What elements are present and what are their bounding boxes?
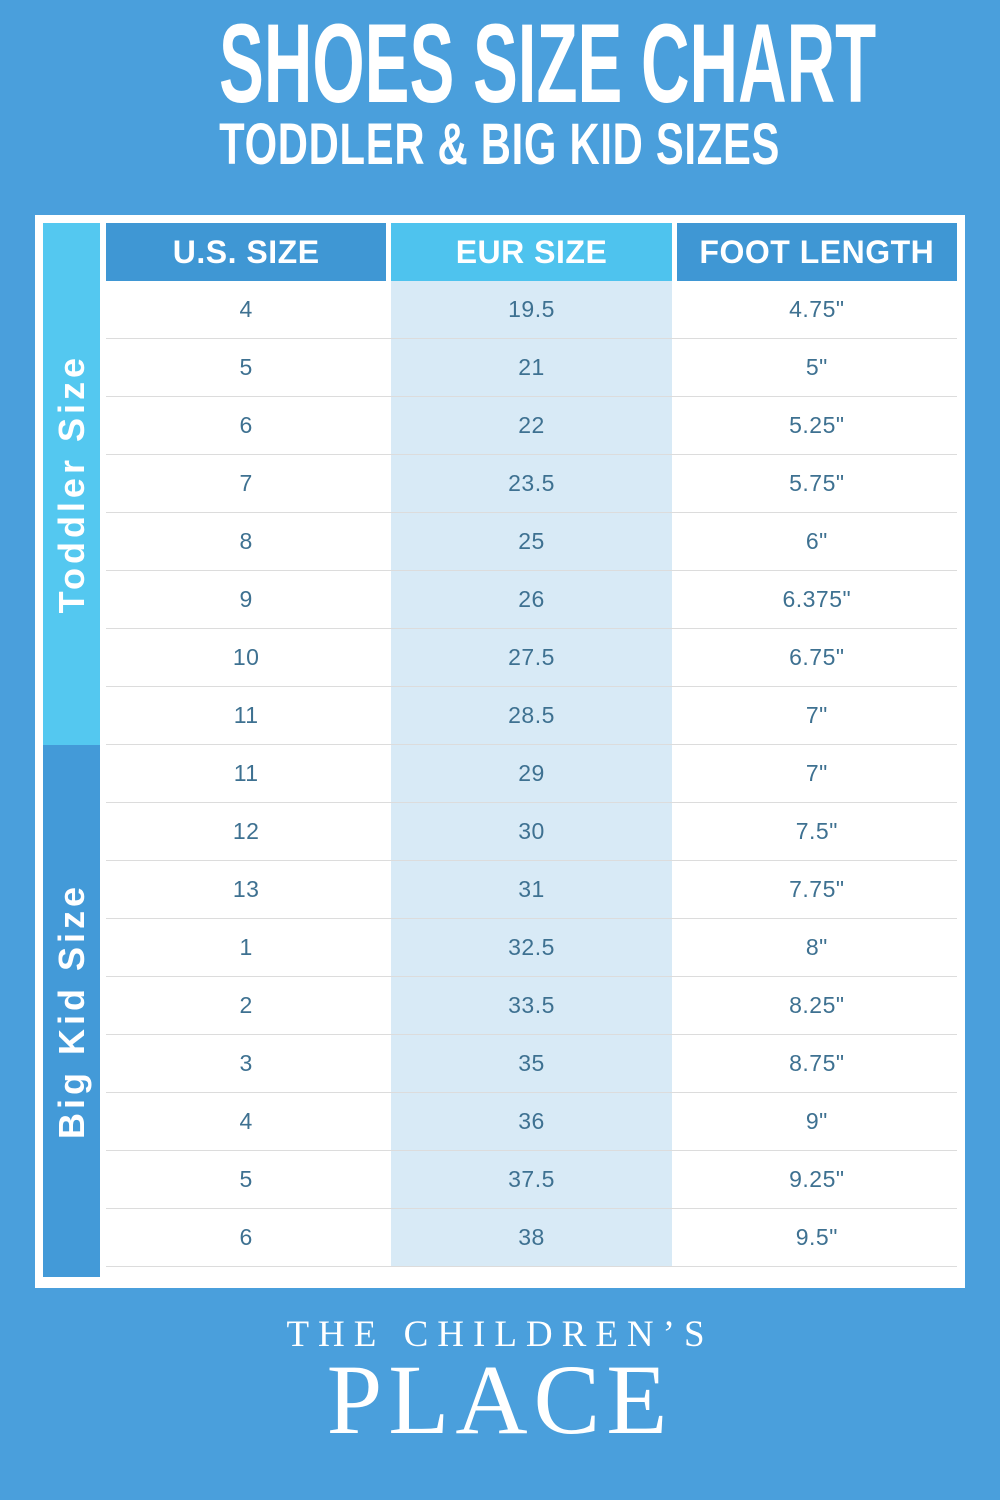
cell-foot-length: 9" [805,1108,828,1134]
table-row [106,513,957,571]
cell-eur-size: 33.5 [391,977,671,1034]
cell-us-size: 6 [239,412,253,438]
table-row [106,687,957,745]
cell-foot-length: 5.75" [789,470,845,496]
cell-foot-length: 6" [805,528,828,554]
cell-foot-length: 7" [805,702,828,728]
cell-eur-size: 36 [391,1093,671,1150]
table-row [106,1209,957,1267]
bigkid-section-strip [43,745,100,1277]
cell-eur-size: 37.5 [391,1151,671,1208]
cell-us-size: 12 [232,818,260,844]
column-header-foot-length: FOOT LENGTH [677,223,957,281]
table-row [106,339,957,397]
table-row [106,803,957,861]
cell-foot-length: 8.75" [789,1050,845,1076]
cell-us-size: 5 [239,1166,253,1192]
cell-foot-length: 7.75" [789,876,845,902]
toddler-section-label: Toddler Size [50,354,92,614]
cell-us-size: 1 [239,934,253,960]
table-row [106,1093,957,1151]
page-title: SHOES SIZE CHART [219,1,877,126]
table-row [106,861,957,919]
cell-eur-size: 30 [391,803,671,860]
table-row [106,571,957,629]
cell-us-size: 6 [239,1224,253,1250]
cell-eur-size: 26 [391,571,671,628]
table-row [106,1151,957,1209]
cell-foot-length: 8" [805,934,828,960]
cell-eur-size: 35 [391,1035,671,1092]
cell-eur-size: 22 [391,397,671,454]
cell-us-size: 2 [239,992,253,1018]
table-row [106,455,957,513]
table-row [106,281,957,339]
size-chart-card [35,215,965,1288]
bigkid-section-label: Big Kid Size [50,882,92,1140]
cell-foot-length: 9.25" [789,1166,845,1192]
cell-us-size: 4 [239,1108,253,1134]
cell-foot-length: 9.5" [795,1224,838,1250]
cell-eur-size: 28.5 [391,687,671,744]
table-row [106,629,957,687]
table-row [106,1035,957,1093]
column-header-eur-size: EUR SIZE [391,223,671,281]
cell-us-size: 4 [239,296,253,322]
cell-us-size: 3 [239,1050,253,1076]
table-row [106,745,957,803]
cell-eur-size: 27.5 [391,629,671,686]
table-row [106,397,957,455]
table-header-row [106,223,957,281]
cell-us-size: 11 [233,702,259,728]
cell-eur-size: 23.5 [391,455,671,512]
cell-eur-size: 38 [391,1209,671,1266]
cell-us-size: 5 [239,354,253,380]
table-body [106,281,957,1267]
section-sidebar [43,223,100,1280]
cell-foot-length: 7.5" [795,818,838,844]
brand-wordmark-line2: PLACE [326,1344,674,1455]
column-header-us-size: U.S. SIZE [106,223,386,281]
cell-us-size: 10 [232,644,260,670]
table-row [106,919,957,977]
table-row [106,977,957,1035]
cell-us-size: 8 [239,528,253,554]
cell-foot-length: 5.25" [789,412,845,438]
cell-foot-length: 5" [805,354,828,380]
cell-foot-length: 6.75" [789,644,845,670]
title-block [0,1,1000,126]
cell-eur-size: 25 [391,513,671,570]
cell-foot-length: 7" [805,760,828,786]
toddler-section-strip [43,223,100,745]
cell-us-size: 9 [239,586,253,612]
cell-us-size: 7 [239,470,253,496]
brand-wordmark-line1: THE CHILDREN’S [286,1314,714,1355]
cell-eur-size: 19.5 [391,281,671,338]
subtitle-block [0,112,1000,177]
cell-us-size: 13 [232,876,260,902]
cell-us-size: 11 [233,760,259,786]
cell-foot-length: 6.375" [782,586,852,612]
page-subtitle: TODDLER & BIG KID SIZES [219,112,781,177]
size-table [106,223,957,1280]
cell-foot-length: 8.25" [789,992,845,1018]
cell-eur-size: 32.5 [391,919,671,976]
cell-foot-length: 4.75" [789,296,845,322]
cell-eur-size: 21 [391,339,671,396]
cell-eur-size: 31 [391,861,671,918]
cell-eur-size: 29 [391,745,671,802]
